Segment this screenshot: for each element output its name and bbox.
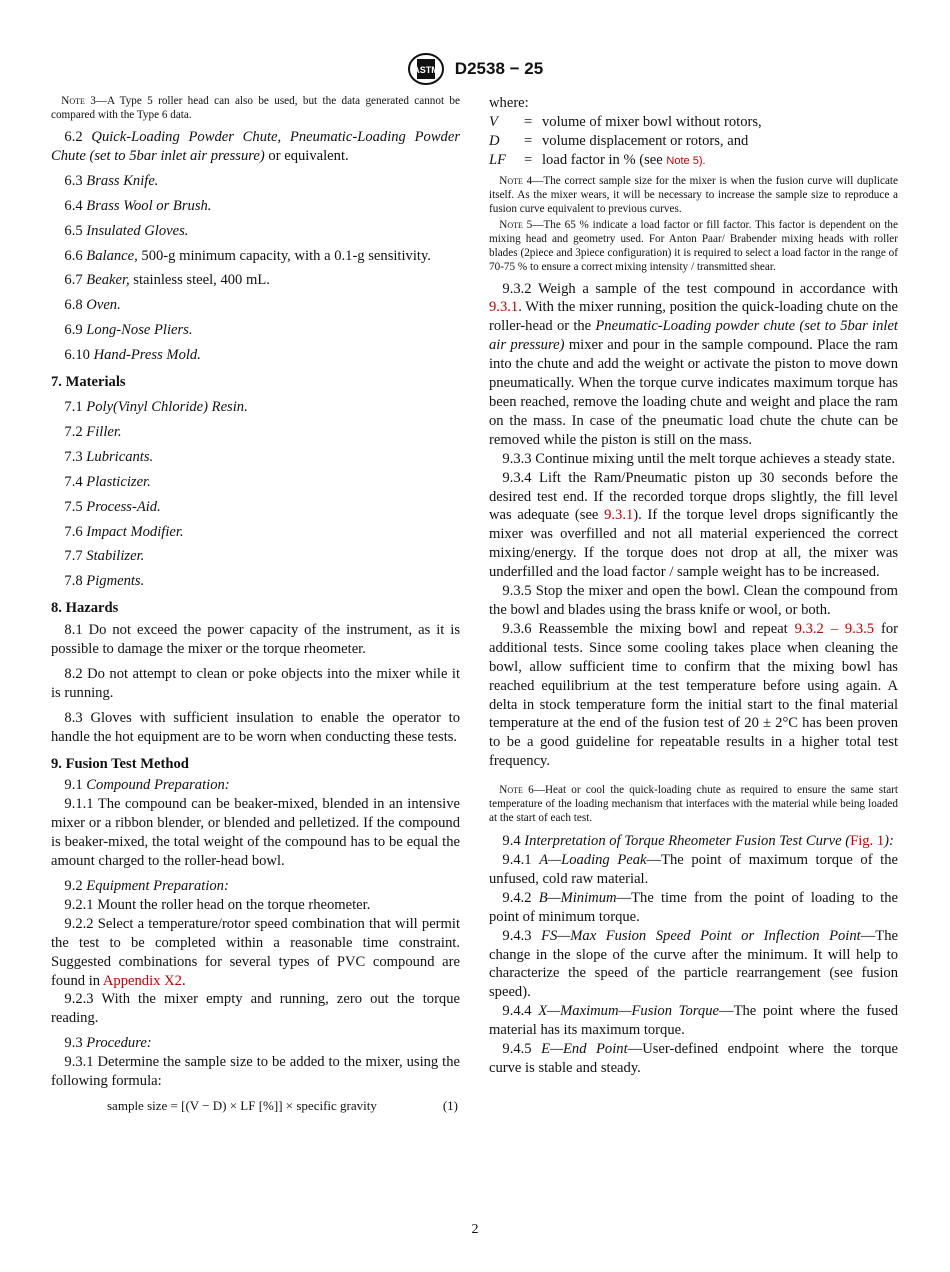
- section-9-2-2: 9.2.2 Select a temperature/rotor speed combination that will permit the test to be completed within a reasonable time constraint. Suggested combinations for several types of PVC compound are found in Appendix X2.: [51, 915, 460, 989]
- left-column: [51, 94, 460, 1117]
- section-8-1: 8.1 Do not exceed the power capacity of the instrument, as it is possible to damage the mixer or the torque rheometer.: [51, 622, 460, 658]
- material-item: 7.3 Lubricants.: [64, 448, 154, 465]
- section-9-3-1: 9.3.1 Determine the sample size to be added to the mixer, using the following formula:: [51, 1054, 460, 1090]
- section-9-3-6: 9.3.6 Reassemble the mixing bowl and repeat 9.3.2 – 9.3.5 for additional tests. Since some cooling takes place when cleaning the bowl, allow sufficient time to confirm that the mixing bowl has reached equilibrium at the test temperature before using again. A delta in stock temperature form the initial start to the final material temperature at the end of the fusion test of 20 ± 2°C has been proven to be a good guideline for repeatable results in a higher total test frequency.: [489, 620, 899, 770]
- section-9-4-5: 9.4.5 E—End Point—User-defined endpoint where the torque curve is stable and steady.: [489, 1041, 898, 1077]
- section-6-10: 6.10 Hand-Press Mold.: [64, 347, 201, 364]
- section-9-4: 9.4 Interpretation of Torque Rheometer Fusion Test Curve (Fig. 1):: [502, 833, 894, 850]
- section-9-2-3: 9.2.3 With the mixer empty and running, zero out the torque reading.: [51, 991, 460, 1027]
- material-item: 7.5 Process-Aid.: [64, 498, 161, 515]
- section-9-3-2: 9.3.2 Weigh a sample of the test compound in accordance with 9.3.1. With the mixer running, position the quick-loading chute on the roller-head or the Pneumatic-Loading powder chute (set to 5bar inlet air pressure) mixer and pour in the sample compound. Place the ram into the chute and add the weight or activate the piston to move down pneumatically. When the torque curve indicates maximum torque has been reached, remove the loading chute and weight and place the ram on the mass. In case of the pneumatic load chute the chute can be removed while the piston is still on the mass.: [489, 280, 898, 448]
- right-column: [489, 94, 898, 1078]
- where-label: where:: [489, 95, 529, 111]
- section-9-3: 9.3 Procedure:: [64, 1035, 152, 1052]
- material-item: 7.4 Plasticizer.: [64, 473, 151, 490]
- variable-definition: LF = load factor in % (see Note 5).: [489, 151, 706, 168]
- section-6-2: 6.2 Quick-Loading Powder Chute, Pneumatic-Loading Powder Chute (set to 5bar inlet air pressure) or equivalent.: [51, 129, 461, 164]
- section-9-4-4: 9.4.4 X—Maximum—Fusion Torque—The point where the fused material has its maximum torque.: [489, 1003, 898, 1039]
- section-9-2-1: 9.2.1 Mount the roller head on the torque rheometer.: [64, 896, 371, 913]
- ref-9-3-2-9-3-5-link[interactable]: 9.3.2 – 9.3.5: [794, 620, 875, 637]
- section-9-3-5: 9.3.5 Stop the mixer and open the bowl. Clean the compound from the bowl and blades using the brass knife or wool, or both.: [489, 583, 898, 618]
- formula-text: sample size = [(V − D) × LF [%]] × specific gravity: [107, 1097, 377, 1113]
- section-6-3: 6.3 Brass Knife.: [64, 172, 159, 189]
- heading-materials: 7. Materials: [51, 374, 126, 391]
- note-5-link[interactable]: Note 5: [666, 154, 699, 167]
- material-item: 7.6 Impact Modifier.: [64, 523, 184, 540]
- variable-definition: D = volume displacement or rotors, and: [489, 132, 749, 149]
- section-9-2: 9.2 Equipment Preparation:: [64, 878, 229, 894]
- note-4: Note 4—The correct sample size for the mixer is when the fusion curve will duplicate itself. As the mixer wears, it will be necessary to increase the sample size to reproduce a fusion curve equivalent to previous curves.: [489, 174, 898, 215]
- section-6-7: 6.7 Beaker, stainless steel, 400 mL.: [64, 272, 270, 289]
- sample-size-formula: [51, 1093, 460, 1117]
- formula-number: (1): [442, 1097, 458, 1113]
- section-8-2: 8.2 Do not attempt to clean or poke objects into the mixer while it is running.: [51, 665, 460, 701]
- section-9-4-1: 9.4.1 A—Loading Peak—The point of maximum torque of the unfused, cold raw material.: [489, 852, 898, 887]
- ref-9-3-1-link[interactable]: 9.3.1: [604, 507, 634, 524]
- note-6: Note 6—Heat or cool the quick-loading chute as required to ensure the same start temperature of the loading mechanism that interfaces with the material while being loaded at the start of each test.: [489, 784, 898, 825]
- note-5: Note 5—The 65 % indicate a load factor or fill factor. This factor is dependent on the mixing head and geometry used. For Anton Paar/ Brabender mixing heads with roller blades (2piece and 3piece configuration) it is required to select a load factor in the range of 70-75 % to ensure a correct mixing intensity / transmitted shear.: [489, 218, 898, 273]
- section-6-9: 6.9 Long-Nose Pliers.: [64, 322, 193, 339]
- material-item: 7.1 Poly(Vinyl Chloride) Resin.: [64, 398, 248, 415]
- page-header: [0, 52, 950, 86]
- section-6-5: 6.5 Insulated Gloves.: [64, 222, 189, 239]
- material-item: 7.8 Pigments.: [64, 573, 145, 590]
- variable-definition: V = volume of mixer bowl without rotors,: [489, 113, 762, 130]
- appendix-x2-link[interactable]: Appendix X2: [102, 972, 182, 989]
- fig-1-link[interactable]: Fig. 1: [850, 833, 885, 850]
- heading-fusion-test-method: 9. Fusion Test Method: [51, 755, 189, 772]
- standard-designation: D2538 − 25: [454, 59, 544, 78]
- svg-text:ASTM: ASTM: [413, 65, 439, 75]
- section-6-8: 6.8 Oven.: [64, 297, 121, 314]
- section-9-3-4: 9.3.4 Lift the Ram/Pneumatic piston up 30 seconds before the desired test end. If the recorded torque drops slightly, the fill level was adequate (see 9.3.1). If the torque level drops significantly the mixer was overfilled and not all material experienced the correct mixing/energy. If the torque does not drop at all, the mixer was underfilled and the load factor / sample weight has to be increased.: [489, 469, 899, 581]
- page-number: 2: [471, 1222, 479, 1237]
- ref-9-3-1-link[interactable]: 9.3.1: [489, 299, 519, 316]
- section-6-6: 6.6 Balance, 500-g minimum capacity, with a 0.1-g sensitivity.: [64, 247, 431, 264]
- section-9-3-3: 9.3.3 Continue mixing until the melt torque achieves a steady state.: [502, 450, 896, 467]
- section-8-3: 8.3 Gloves with sufficient insulation to enable the operator to handle the hot equipment are to be worn when conducting these tests.: [51, 709, 460, 745]
- section-6-4: 6.4 Brass Wool or Brush.: [64, 197, 212, 214]
- note-3: Note 3—A Type 5 roller head can also be used, but the data generated cannot be compared with the Type 6 data.: [51, 95, 460, 121]
- section-9-1-1: 9.1.1 The compound can be beaker-mixed, blended in an intensive mixer or a ribbon blender, or blended and pelletized. If the compound is beaker-mixed, the total weight of the compound has to be equal the amount charged to the roller-head bowl.: [51, 796, 460, 870]
- heading-hazards: 8. Hazards: [51, 600, 119, 617]
- material-item: 7.7 Stabilizer.: [64, 548, 145, 565]
- section-9-4-2: 9.4.2 B—Minimum—The time from the point of loading to the point of minimum torque.: [489, 889, 898, 925]
- astm-logo-icon: [407, 52, 445, 86]
- section-9-4-3: 9.4.3 FS—Max Fusion Speed Point or Inflection Point—The change in the slope of the curve after the minimum. It will help to characterize the speed of the particle rearrangement (see fusion speed).: [489, 927, 898, 1001]
- material-item: 7.2 Filler.: [64, 423, 122, 440]
- section-9-1: 9.1 Compound Preparation:: [64, 777, 230, 794]
